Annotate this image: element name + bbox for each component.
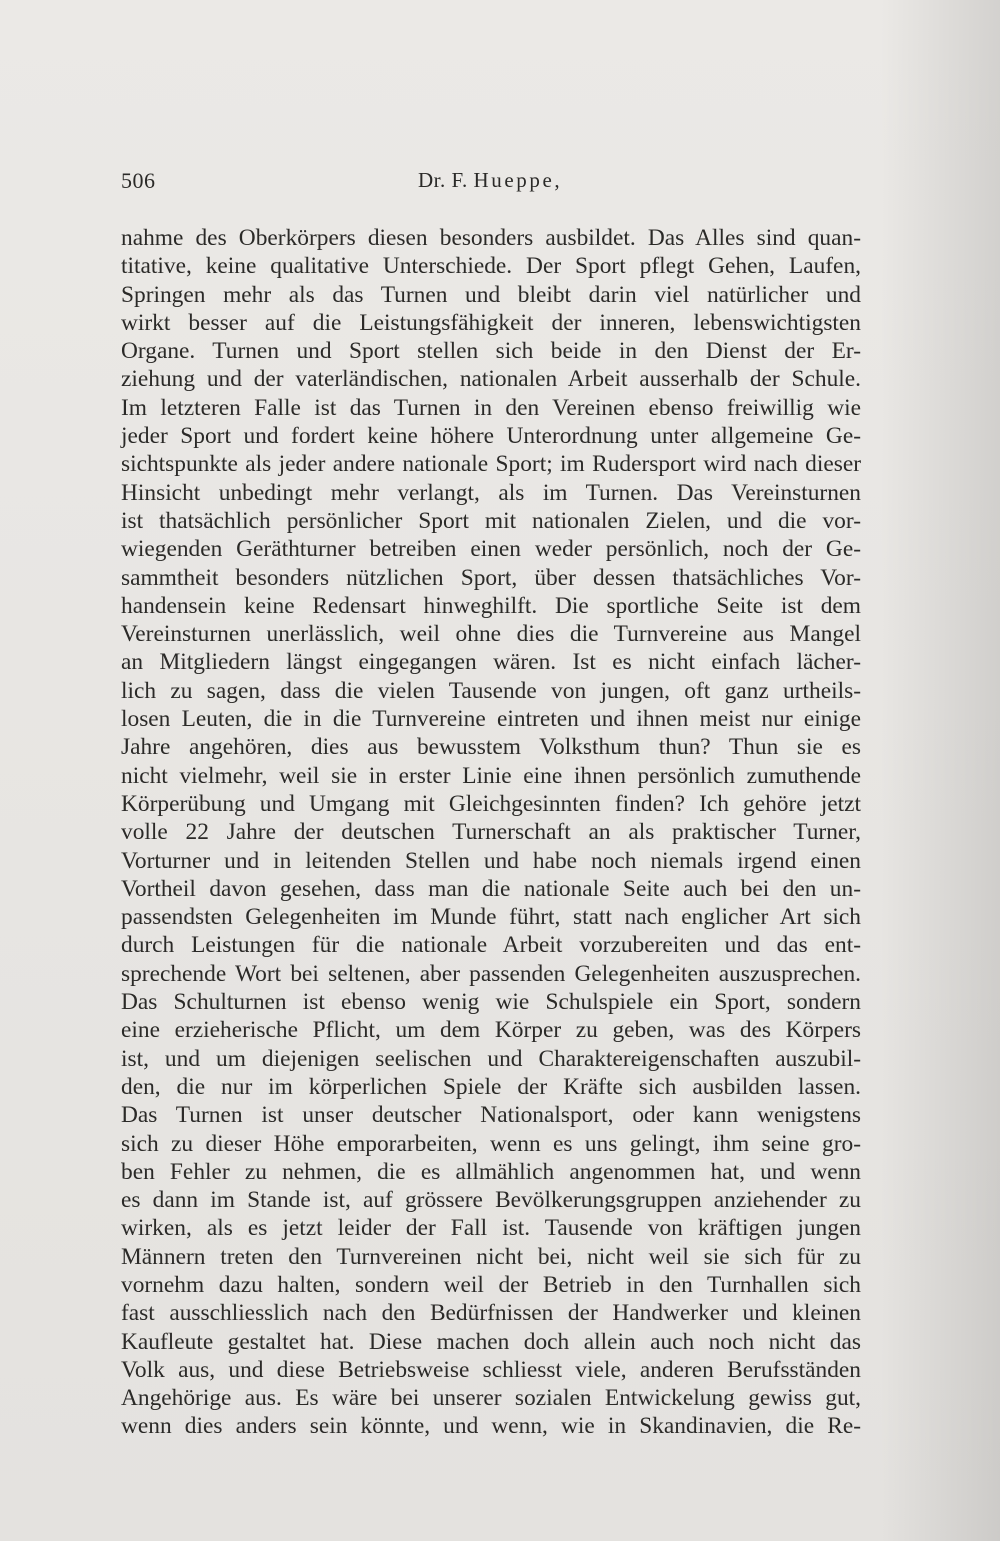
author-prefix: Dr. F. [418,168,474,192]
text-line: sprechende Wort bei seltenen, aber passenden Gelegenheiten auszusprechen. [121,960,861,987]
page-header [121,168,861,198]
text-line: Jahre angehören, dies aus bewusstem Volksthum thun? Thun sie es [121,734,861,761]
text-line: Männern treten den Turnvereinen nicht bei, nicht weil sie sich für zu [121,1243,861,1270]
text-line: Organe. Turnen und Sport stellen sich beide in den Dienst der Er- [121,338,861,365]
text-line: Vorturner und in leitenden Stellen und habe noch niemals irgend einen [121,847,861,874]
text-line: Das Schulturnen ist ebenso wenig wie Schulspiele ein Sport, sondern [121,989,861,1016]
text-line: volle 22 Jahre der deutschen Turnerschaft an als praktischer Turner, [121,819,861,846]
text-line: lich zu sagen, dass die vielen Tausende von jungen, oft ganz urtheils- [121,677,861,704]
text-line: es dann im Stande ist, auf grössere Bevölkerungsgruppen anziehender zu [121,1187,861,1214]
text-line: Volk aus, und diese Betriebsweise schliesst viele, anderen Berufsständen [121,1356,861,1383]
text-line: Das Turnen ist unser deutscher Nationalsport, oder kann wenigstens [121,1102,861,1129]
text-line: fast ausschliesslich nach den Bedürfnissen der Handwerker und kleinen [121,1300,861,1327]
text-line: wenn dies anders sein könnte, und wenn, wie in Skandinavien, die Re- [121,1413,861,1440]
text-line: sammtheit besonders nützlichen Sport, über dessen thatsächliches Vor- [121,564,861,591]
page-number: 506 [121,168,156,193]
text-line: vornehm dazu halten, sondern weil der Betrieb in den Turnhallen sich [121,1271,861,1298]
text-line: Im letzteren Falle ist das Turnen in den Vereinen ebenso freiwillig wie [121,394,861,421]
text-line: ben Fehler zu nehmen, die es allmählich angenommen hat, und wenn [121,1158,861,1185]
text-line: den, die nur im körperlichen Spiele der Kräfte sich ausbilden lassen. [121,1073,861,1100]
text-line: nahme des Oberkörpers diesen besonders ausbildet. Das Alles sind quan- [121,225,861,251]
text-line: Springen mehr als das Turnen und bleibt darin viel natürlicher und [121,281,861,308]
text-line: eine erzieherische Pflicht, um dem Körper zu geben, was des Körpers [121,1017,861,1044]
text-line: handensein keine Redensart hinweghilft. Die sportliche Seite ist dem [121,592,861,619]
running-head [418,168,562,193]
text-line: losen Leuten, die in die Turnvereine eintreten und ihnen meist nur einige [121,706,861,733]
text-line: durch Leistungen für die nationale Arbeit vorzubereiten und das ent- [121,932,861,959]
text-line: ist thatsächlich persönlicher Sport mit nationalen Zielen, und die vor- [121,507,861,534]
text-line: sichtspunkte als jeder andere nationale Sport; im Rudersport wird nach dieser [121,451,861,478]
text-line: an Mitgliedern längst eingegangen wären. Ist es nicht einfach lächer- [121,649,861,676]
text-line: Körperübung und Umgang mit Gleichgesinnten finden? Ich gehöre jetzt [121,790,861,817]
text-line: wirkt besser auf die Leistungsfähigkeit der inneren, lebenswichtigsten [121,309,861,336]
text-line: wirken, als es jetzt leider der Fall ist. Tausende von kräftigen jungen [121,1215,861,1242]
text-line: Vereinsturnen unerlässlich, weil ohne dies die Turnvereine aus Mangel [121,621,861,648]
text-line: ist, und um diejenigen seelischen und Charaktereigenschaften auszubil- [121,1045,861,1072]
text-line: Vortheil davon gesehen, dass man die nationale Seite auch bei den un- [121,875,861,902]
text-line: titative, keine qualitative Unterschiede. Der Sport pflegt Gehen, Laufen, [121,253,861,280]
text-line: wiegenden Geräthturner betreiben einen weder persönlich, noch der Ge- [121,536,861,563]
text-line: nicht vielmehr, weil sie in erster Linie eine ihnen persönlich zumuthende [121,762,861,789]
author-name: Hueppe, [473,168,563,192]
text-line: sich zu dieser Höhe emporarbeiten, wenn es uns gelingt, ihm seine gro- [121,1130,861,1157]
text-line: Kaufleute gestaltet hat. Diese machen doch allein auch noch nicht das [121,1328,861,1355]
text-line: jeder Sport und fordert keine höhere Unterordnung unter allgemeine Ge- [121,423,861,450]
text-line: ziehung und der vaterländischen, nationalen Arbeit ausserhalb der Schule. [121,366,861,393]
body-text [121,224,861,1441]
text-line: Angehörige aus. Es wäre bei unserer sozialen Entwickelung gewiss gut, [121,1385,861,1412]
text-line: passendsten Gelegenheiten im Munde führt, statt nach englicher Art sich [121,904,861,931]
text-line: Hinsicht unbedingt mehr verlangt, als im Turnen. Das Vereinsturnen [121,479,861,506]
